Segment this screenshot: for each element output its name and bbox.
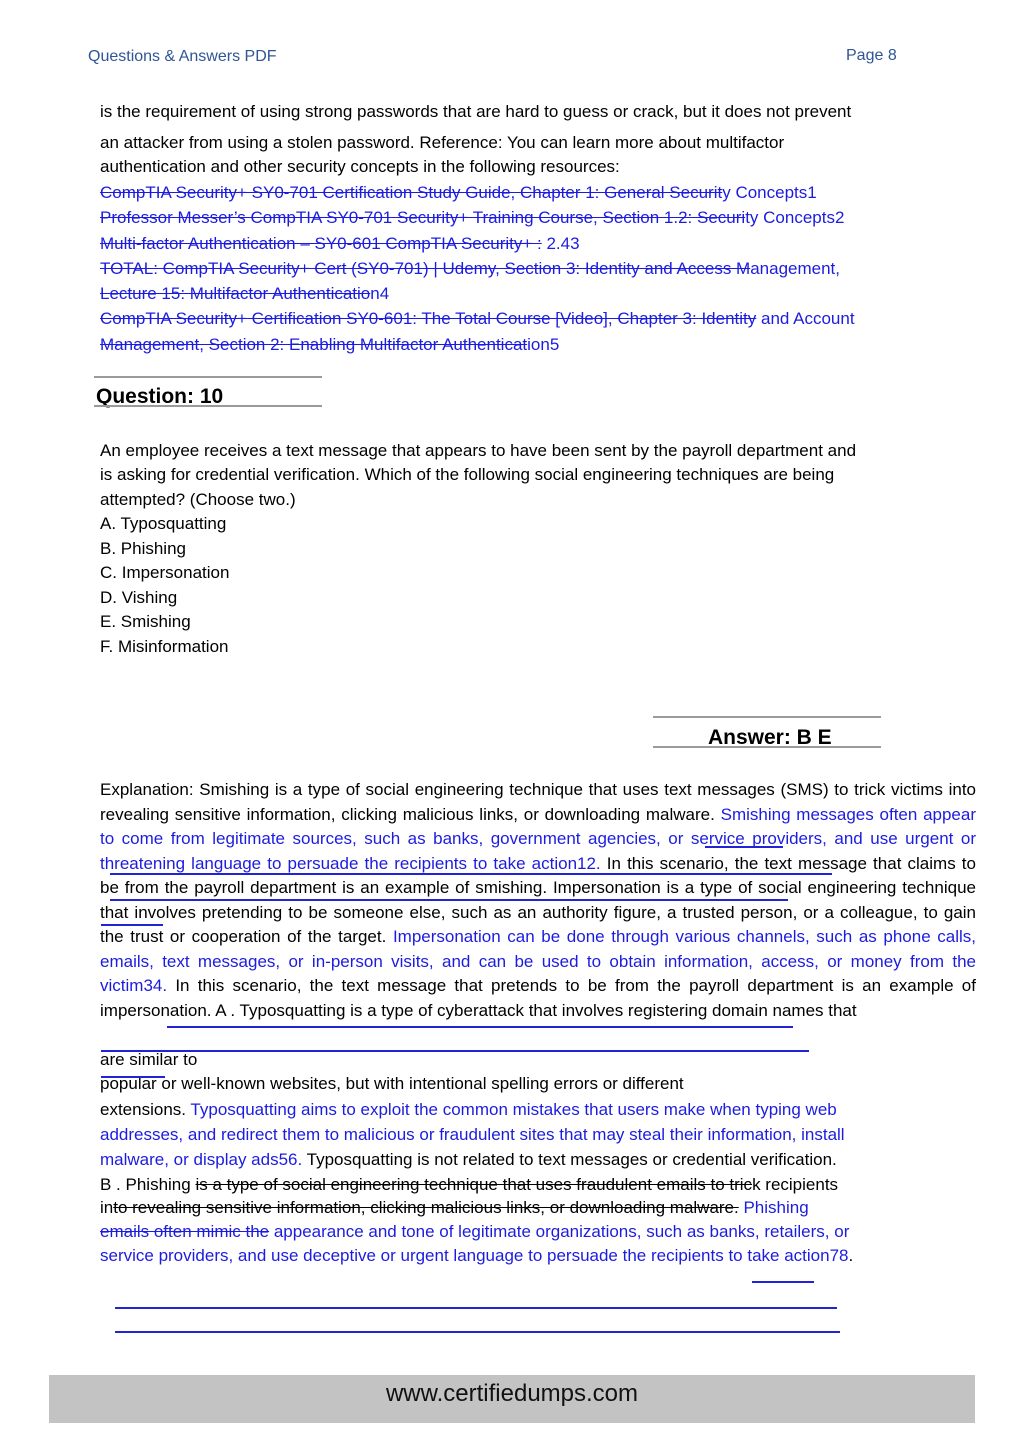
explanation-text: B . Phishing — [100, 1175, 196, 1194]
reference-struck-text: Multi-factor Authentication – SY0-601 CompTIA Security+ : — [100, 234, 542, 253]
option-d: D. Vishing — [100, 588, 178, 607]
question-title: Question: 10 — [96, 385, 224, 408]
header-title: Questions & Answers PDF — [88, 48, 277, 65]
explanation-link-text[interactable]: Smishing messages often appear to come from legitimate sources, such as banks, government agencies, or service providers, and use urgent or threatening language to persuade the recipients to take action12. — [100, 804, 977, 873]
ink-underline — [115, 1307, 837, 1309]
ink-underline — [110, 899, 788, 901]
reference-struck-text: CompTIA Security+ SY0-701 Certification Study Guide, Chapter 1: General Securit — [100, 183, 723, 202]
reference-text: ion5 — [527, 335, 560, 354]
explanation-text: . — [848, 1246, 854, 1265]
ink-underline — [101, 1076, 165, 1078]
reference-text: 2.43 — [541, 234, 580, 253]
explanation-text: In this scenario, the text message that pretends to be from the payroll department is an example of impersonation. A . Typosquatting is a type of cyberattack that involves registering domain names that — [100, 976, 976, 1020]
ink-underline — [752, 1281, 814, 1283]
phishing-line-1 — [100, 1173, 838, 1198]
explanation-text: in — [100, 1198, 114, 1217]
explanation-link-text[interactable]: Typosquatting aims to exploit the common mistakes that users make when typing web — [190, 1100, 837, 1119]
option-b: B. Phishing — [100, 539, 186, 558]
ink-underline — [110, 873, 832, 875]
question-stem-line-2: is asking for credential verification. Which of the following social engineering techniques are being — [100, 465, 835, 484]
ink-underline — [101, 924, 163, 926]
explanation-link-text[interactable]: service providers, and use deceptive or urgent language to persuade the recipients to take action78 — [100, 1246, 849, 1265]
struck-text: to revealing sensitive information, clicking malicious links, or downloading malware. — [113, 1198, 739, 1217]
footer-url[interactable]: www.certifiedumps.com — [385, 1380, 639, 1407]
reference-text: n4 — [370, 284, 390, 303]
reference-text: anagement, — [750, 259, 840, 278]
typosquatting-line-3 — [100, 1148, 837, 1173]
phishing-line-2 — [100, 1196, 809, 1221]
reference-struck-text: TOTAL: CompTIA Security+ Cert (SY0-701) | Udemy, Section 3: Identity and Access M — [100, 259, 751, 278]
option-a: A. Typosquatting — [100, 514, 227, 533]
question-stem-line-3: attempted? (Choose two.) — [100, 490, 296, 509]
explanation-text: In this scenario, the text message that claims to be from the payroll department is an example of smishing. Impersonation is a type of social engineering technique that involves pretending to be someone else, such as an authority figure, a trusted person, or a colleague, to gain the trust or cooperation of the target. — [100, 853, 976, 946]
page-number: Page 8 — [846, 47, 897, 64]
question-rule-bottom — [94, 405, 322, 407]
explanation-link-text[interactable]: Impersonation can be done through various channels, such as phone calls, emails, text messages, or in-person visits, and can be used to obtain information, access, or money from the victim34. — [100, 927, 976, 995]
ink-underline — [167, 1026, 793, 1028]
ink-underline — [705, 846, 783, 848]
reference-struck-text: Lecture 15: Multifactor Authenticatio — [100, 284, 371, 303]
reference-struck-text: Professor Messer’s CompTIA SY0-701 Security+ Training Course, Section 1.2: Securi — [100, 208, 746, 227]
option-c: C. Impersonation — [100, 563, 230, 582]
answer-rule-bottom — [653, 746, 881, 748]
explanation-text: k recipients — [752, 1175, 839, 1194]
reference-link-2[interactable] — [100, 206, 844, 231]
explanation-link-text[interactable]: malware, or display ads56. — [100, 1150, 303, 1169]
reference-link-4[interactable] — [100, 257, 840, 282]
answer-title: Answer: B E — [708, 726, 832, 749]
explanation-line-popular: popular or well-known websites, but with intentional spelling errors or different — [100, 1074, 684, 1093]
question-stem-line-1: An employee receives a text message that appears to have been sent by the payroll department and — [100, 441, 857, 460]
reference-link-6[interactable] — [100, 307, 855, 332]
reference-text: and Account — [756, 309, 855, 328]
ink-underline — [101, 1050, 809, 1052]
reference-text: ty Concepts2 — [745, 208, 845, 227]
reference-link-3[interactable] — [100, 232, 580, 257]
reference-link-7[interactable] — [100, 333, 559, 358]
reference-text: y Concepts1 — [722, 183, 817, 202]
phishing-line-3 — [100, 1220, 849, 1245]
typosquatting-line-1 — [100, 1098, 837, 1123]
reference-link-1[interactable] — [100, 181, 817, 206]
prev-explanation-line-1: is the requirement of using strong passwords that are hard to guess or crack, but it does not prevent — [100, 102, 852, 121]
reference-struck-text: Management, Section 2: Enabling Multifactor Authenticat — [100, 335, 528, 354]
option-f: F. Misinformation — [100, 637, 229, 656]
reference-struck-text: CompTIA Security+ Certification SY0-601: The Total Course [Video], Chapter 3: Identity — [100, 309, 757, 328]
reference-link-5[interactable] — [100, 282, 389, 307]
phishing-line-4 — [100, 1244, 853, 1269]
explanation-text: extensions. — [100, 1100, 191, 1119]
footer-banner — [49, 1375, 975, 1423]
struck-text: is a type of social engineering technique that uses fraudulent emails to tric — [195, 1175, 753, 1194]
typosquatting-line-2[interactable]: addresses, and redirect them to malicious or fraudulent sites that may steal their information, install — [100, 1125, 845, 1144]
explanation-line-similar: are similar to — [100, 1050, 198, 1069]
explanation-link-text[interactable]: appearance and tone of legitimate organizations, such as banks, retailers, or — [269, 1222, 850, 1241]
explanation-text: Typosquatting is not related to text messages or credential verification. — [302, 1150, 837, 1169]
ink-underline — [115, 1331, 840, 1333]
answer-rule-top — [653, 716, 881, 718]
prev-explanation-line-2: an attacker from using a stolen password. Reference: You can learn more about multifactor — [100, 133, 785, 152]
struck-link-text[interactable]: emails often mimic the — [100, 1222, 270, 1241]
question-rule-top — [94, 376, 322, 378]
explanation-text: Explanation: Smishing is a type of social engineering technique that uses text messages (SMS) to trick victims into revealing sensitive information, clicking malicious links, or downloading malware. — [100, 780, 976, 824]
prev-explanation-line-3: authentication and other security concepts in the following resources: — [100, 157, 620, 176]
option-e: E. Smishing — [100, 612, 191, 631]
explanation-link-text[interactable]: Phishing — [738, 1198, 809, 1217]
